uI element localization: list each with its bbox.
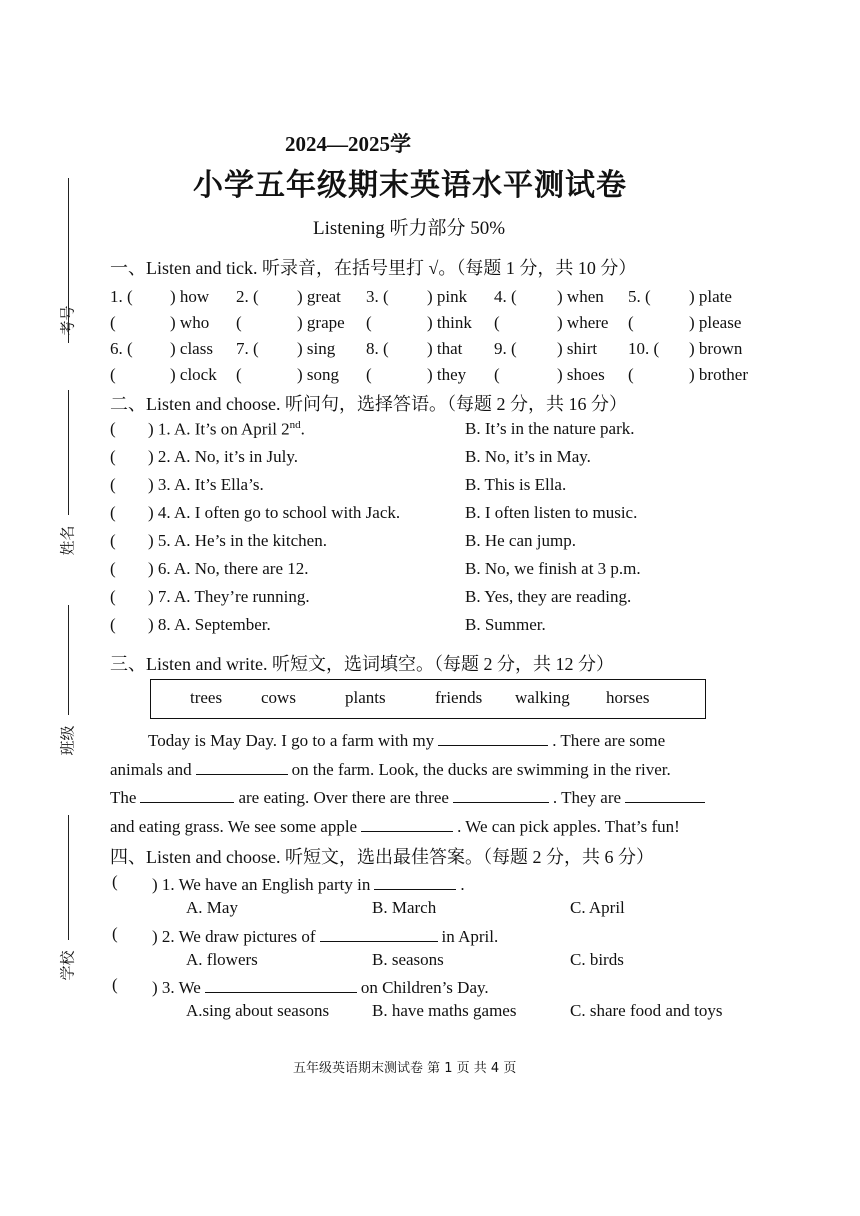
passage-text: are eating. Over there are three bbox=[238, 788, 449, 807]
choice-option-a: ) 6. A. No, there are 12. bbox=[148, 559, 309, 578]
choice-option-a: A.sing about seasons bbox=[186, 1001, 330, 1020]
tick-item-number: 1. ( bbox=[110, 287, 133, 306]
question-text bbox=[152, 975, 489, 998]
choice-option-a: ) 3. A. It’s Ella’s. bbox=[148, 475, 264, 494]
question-stem: ) 1. We have an English party in bbox=[152, 875, 371, 894]
side-label-school: 学校 bbox=[58, 950, 77, 981]
answer-paren: ( bbox=[110, 503, 116, 522]
word-bank-word: friends bbox=[435, 688, 483, 707]
tick-item-number: 10. ( bbox=[628, 339, 660, 358]
passage-text: animals and bbox=[110, 760, 192, 779]
passage-line bbox=[110, 814, 680, 837]
answer-paren: ( bbox=[110, 475, 116, 494]
choice-option-b: B. He can jump. bbox=[465, 531, 576, 550]
choice-option-b: B. No, we finish at 3 p.m. bbox=[465, 559, 641, 578]
exam-title: 小学五年级期末英语水平测试卷 bbox=[193, 168, 627, 203]
section4-heading: 四、Listen and choose. 听短文，选出最佳答案。（每题 2 分，共 6 分） bbox=[110, 847, 654, 867]
choice-option-b: B. Summer. bbox=[465, 615, 546, 634]
answer-paren: ( bbox=[112, 924, 118, 943]
choice-option-a: A. flowers bbox=[186, 950, 258, 969]
tick-item-number: ( bbox=[494, 365, 500, 384]
tick-item-number: ( bbox=[110, 313, 116, 332]
tick-item-word: ) shirt bbox=[557, 339, 598, 358]
side-line-4 bbox=[68, 815, 69, 940]
choice-option-b: B. No, it’s in May. bbox=[465, 447, 591, 466]
choice-option-a: A. May bbox=[186, 898, 238, 917]
word-bank-word: walking bbox=[515, 688, 570, 707]
question-tail: on Children’s Day. bbox=[360, 978, 489, 997]
question-tail: in April. bbox=[441, 927, 499, 946]
tick-item-number: 5. ( bbox=[628, 287, 651, 306]
tick-item-word: ) plate bbox=[689, 287, 732, 306]
question-stem: ) 3. We bbox=[152, 978, 201, 997]
tick-item-word: ) grape bbox=[297, 313, 345, 332]
tick-item-word: ) brown bbox=[689, 339, 743, 358]
word-bank-word: horses bbox=[606, 688, 650, 707]
passage-line bbox=[110, 757, 671, 780]
tick-item-number: ( bbox=[236, 313, 242, 332]
section1-heading: 一、Listen and tick. 听录音，在括号里打 √。（每题 1 分，共 10 分） bbox=[110, 258, 637, 278]
passage-line bbox=[148, 728, 665, 751]
tick-item-word: ) when bbox=[557, 287, 604, 306]
choice-option-b: B. March bbox=[372, 898, 437, 917]
answer-paren: ( bbox=[110, 419, 116, 438]
tick-item-word: ) clock bbox=[170, 365, 217, 384]
tick-item-number: ( bbox=[366, 313, 372, 332]
question-text bbox=[152, 872, 465, 895]
choice-option-b: B. It’s in the nature park. bbox=[465, 419, 635, 438]
question-tail: . bbox=[460, 875, 465, 894]
choice-option-a: ) 4. A. I often go to school with Jack. bbox=[148, 503, 401, 522]
passage-text: Today is May Day. I go to a farm with my bbox=[148, 731, 435, 750]
passage-text: . We can pick apples. That’s fun! bbox=[457, 817, 680, 836]
fill-in-blank[interactable] bbox=[374, 872, 456, 890]
exam-year: 2024—2025学 bbox=[285, 132, 411, 156]
tick-item-word: ) song bbox=[297, 365, 340, 384]
tick-item-number: ( bbox=[236, 365, 242, 384]
tick-item-number: ( bbox=[628, 365, 634, 384]
word-bank-word: plants bbox=[345, 688, 386, 707]
answer-paren: ( bbox=[110, 615, 116, 634]
tick-item-number: ( bbox=[628, 313, 634, 332]
side-label-class: 班级 bbox=[58, 725, 77, 756]
choice-option-a: ) 2. A. No, it’s in July. bbox=[148, 447, 299, 466]
choice-option-c: C. birds bbox=[570, 950, 624, 969]
exam-subtitle: Listening 听力部分 50% bbox=[313, 218, 506, 239]
passage-text: and eating grass. We see some apple bbox=[110, 817, 358, 836]
choice-option-b: B. This is Ella. bbox=[465, 475, 567, 494]
passage-text: . There are some bbox=[552, 731, 666, 750]
answer-paren: ( bbox=[110, 447, 116, 466]
tick-item-word: ) that bbox=[427, 339, 463, 358]
tick-item-number: 3. ( bbox=[366, 287, 389, 306]
section2-heading: 二、Listen and choose. 听问句，选择答语。（每题 2 分，共 16 分） bbox=[110, 394, 627, 414]
tick-item-number: 8. ( bbox=[366, 339, 389, 358]
tick-item-word: ) sing bbox=[297, 339, 336, 358]
choice-option-b: B. have maths games bbox=[372, 1001, 517, 1020]
tick-item-word: ) class bbox=[170, 339, 213, 358]
choice-option-a: ) 7. A. They’re running. bbox=[148, 587, 310, 606]
tick-item-word: ) shoes bbox=[557, 365, 605, 384]
choice-option-a: ) 5. A. He’s in the kitchen. bbox=[148, 531, 327, 550]
tick-item-word: ) please bbox=[689, 313, 742, 332]
tick-item-word: ) brother bbox=[689, 365, 749, 384]
fill-in-blank[interactable] bbox=[196, 757, 288, 775]
answer-paren: ( bbox=[110, 587, 116, 606]
choice-option-b: B. I often listen to music. bbox=[465, 503, 638, 522]
choice-option-b: B. Yes, they are reading. bbox=[465, 587, 632, 606]
choice-option-c: C. share food and toys bbox=[570, 1001, 723, 1020]
answer-paren: ( bbox=[110, 559, 116, 578]
page-footer: 五年级英语期末测试卷 第 1 页 共 4 页 bbox=[293, 1061, 517, 1076]
question-text bbox=[152, 924, 498, 947]
answer-paren: ( bbox=[112, 975, 118, 994]
fill-in-blank[interactable] bbox=[205, 975, 357, 993]
answer-paren: ( bbox=[112, 872, 118, 891]
passage-text: . They are bbox=[552, 788, 622, 807]
word-bank-word: trees bbox=[190, 688, 223, 707]
section3-heading: 三、Listen and write. 听短文，选词填空。（每题 2 分，共 12 分） bbox=[110, 654, 614, 674]
fill-in-blank[interactable] bbox=[438, 728, 548, 746]
tick-item-word: ) they bbox=[427, 365, 467, 384]
fill-in-blank[interactable] bbox=[320, 924, 438, 942]
side-line-3 bbox=[68, 605, 69, 715]
tick-item-word: ) pink bbox=[427, 287, 468, 306]
tick-item-word: ) think bbox=[427, 313, 472, 332]
choice-option-c: C. April bbox=[570, 898, 625, 917]
fill-in-blank[interactable] bbox=[361, 814, 453, 832]
tick-item-word: ) how bbox=[170, 287, 210, 306]
fill-in-blank[interactable] bbox=[453, 785, 549, 803]
choice-option-a: ) 8. A. September. bbox=[148, 615, 271, 634]
fill-in-blank[interactable] bbox=[625, 785, 705, 803]
passage-text: The bbox=[110, 788, 137, 807]
side-label-name: 姓名 bbox=[58, 525, 77, 556]
tick-item-number: ( bbox=[366, 365, 372, 384]
question-stem: ) 2. We draw pictures of bbox=[152, 927, 316, 946]
tick-item-number: ( bbox=[494, 313, 500, 332]
superscript: nd bbox=[289, 419, 301, 431]
tick-item-number: 9. ( bbox=[494, 339, 517, 358]
word-bank-word: cows bbox=[261, 688, 296, 707]
tick-item-word: ) who bbox=[170, 313, 210, 332]
passage-line bbox=[110, 785, 709, 808]
tick-item-number: ( bbox=[110, 365, 116, 384]
choice-option-b: B. seasons bbox=[372, 950, 444, 969]
answer-paren: ( bbox=[110, 531, 116, 550]
tick-item-number: 6. ( bbox=[110, 339, 133, 358]
tick-item-number: 4. ( bbox=[494, 287, 517, 306]
side-label-exam-number: 考号 bbox=[58, 305, 77, 336]
passage-text: on the farm. Look, the ducks are swimming in the river. bbox=[291, 760, 671, 779]
side-line-2 bbox=[68, 390, 69, 515]
tick-item-word: ) great bbox=[297, 287, 341, 306]
choice-option-a: ) 1. A. It’s on April 2nd. bbox=[148, 419, 305, 439]
tick-item-word: ) where bbox=[557, 313, 609, 332]
tick-item-number: 7. ( bbox=[236, 339, 259, 358]
tick-item-number: 2. ( bbox=[236, 287, 259, 306]
fill-in-blank[interactable] bbox=[140, 785, 234, 803]
